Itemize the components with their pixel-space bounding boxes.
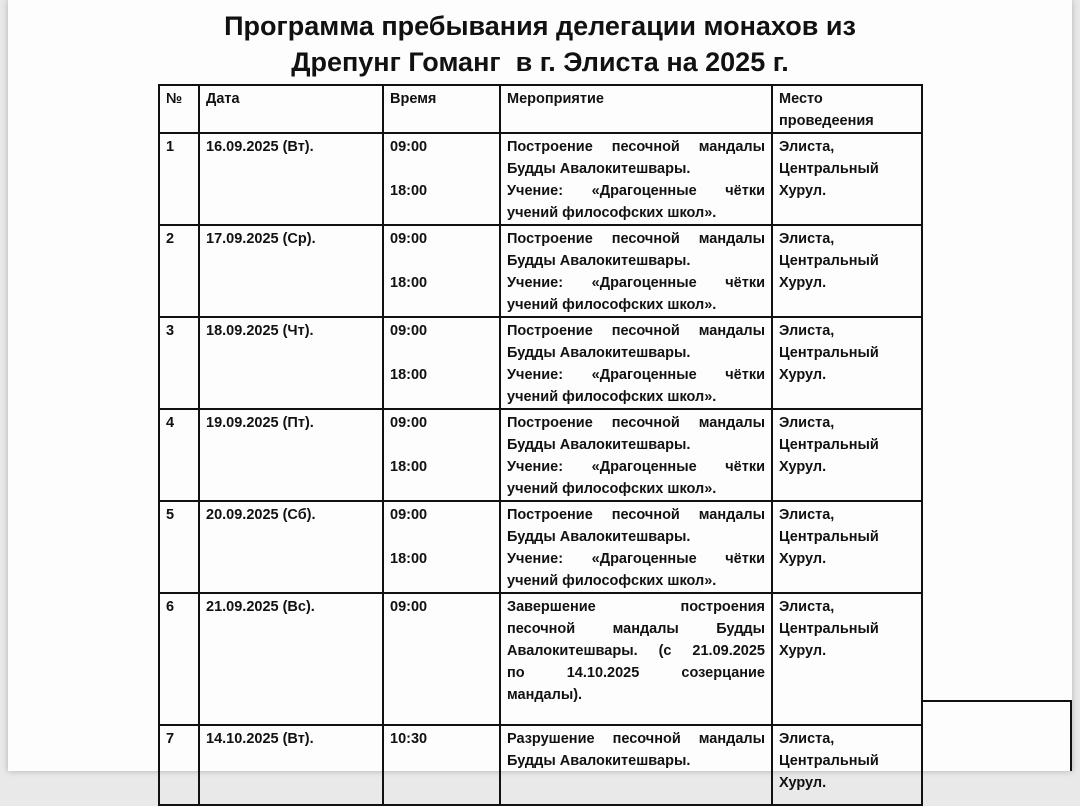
header-place-line-1: Место [779, 91, 823, 107]
row-event [500, 593, 772, 725]
time-second: 18:00 [390, 275, 428, 291]
row-time [383, 225, 500, 317]
table-row [159, 133, 922, 225]
row-event [500, 725, 772, 805]
row-place [772, 725, 922, 805]
event-line: учений философских школ». [507, 205, 717, 221]
place-line: Элиста, [779, 507, 835, 523]
place-line: Хурул. [779, 367, 827, 383]
event-line: учений философских школ». [507, 481, 717, 497]
table-row [159, 593, 922, 725]
time-second: 18:00 [390, 367, 428, 383]
row-place [772, 593, 922, 725]
place-line: Центральный [779, 437, 879, 453]
time-second: 18:00 [390, 183, 428, 199]
time-start: 09:00 [390, 231, 428, 247]
row-date: 19.09.2025 (Пт). [199, 409, 383, 501]
row-time [383, 133, 500, 225]
page-title [0, 8, 1080, 80]
place-line: Центральный [779, 161, 879, 177]
program-table [158, 84, 923, 806]
event-line: Будды Авалокитешвары. [507, 345, 691, 361]
place-line: Элиста, [779, 231, 835, 247]
row-event [500, 317, 772, 409]
extra-empty-cell [921, 700, 1072, 771]
row-date: 17.09.2025 (Ср). [199, 225, 383, 317]
event-line: Будды Авалокитешвары. [507, 437, 691, 453]
row-date: 21.09.2025 (Вс). [199, 593, 383, 725]
row-num: 2 [159, 225, 199, 317]
event-line: Построение песочной мандалы [507, 507, 765, 523]
row-place [772, 501, 922, 593]
row-time [383, 593, 500, 725]
event-line: Учение: «Драгоценные чётки [507, 459, 765, 475]
row-time [383, 409, 500, 501]
time-start: 10:30 [390, 731, 428, 747]
event-line: учений философских школ». [507, 297, 717, 313]
row-num: 5 [159, 501, 199, 593]
row-event [500, 133, 772, 225]
time-second: 18:00 [390, 459, 428, 475]
row-date: 14.10.2025 (Вт). [199, 725, 383, 805]
row-date: 16.09.2025 (Вт). [199, 133, 383, 225]
row-num: 4 [159, 409, 199, 501]
time-start: 09:00 [390, 599, 428, 615]
event-line: по 14.10.2025 созерцание [507, 665, 765, 681]
event-line: мандалы). [507, 687, 583, 703]
row-num: 3 [159, 317, 199, 409]
place-line: Хурул. [779, 183, 827, 199]
event-line: Будды Авалокитешвары. [507, 253, 691, 269]
header-num: № [159, 85, 199, 133]
event-line: песочной мандалы Будды [507, 621, 765, 637]
row-date: 18.09.2025 (Чт). [199, 317, 383, 409]
event-line: Построение песочной мандалы [507, 415, 765, 431]
place-line: Центральный [779, 621, 879, 637]
event-line: Будды Авалокитешвары. [507, 753, 691, 769]
place-line: Хурул. [779, 551, 827, 567]
time-start: 09:00 [390, 507, 428, 523]
row-num: 1 [159, 133, 199, 225]
row-time [383, 317, 500, 409]
time-start: 09:00 [390, 323, 428, 339]
row-time [383, 501, 500, 593]
table-row [159, 725, 922, 805]
place-line: Центральный [779, 253, 879, 269]
event-line: Построение песочной мандалы [507, 231, 765, 247]
place-line: Элиста, [779, 599, 835, 615]
header-time: Время [383, 85, 500, 133]
row-place [772, 409, 922, 501]
table-row [159, 501, 922, 593]
event-line: Построение песочной мандалы [507, 139, 765, 155]
table-row [159, 225, 922, 317]
event-line: Завершение построения [507, 599, 765, 615]
place-line: Центральный [779, 753, 879, 769]
event-line: Будды Авалокитешвары. [507, 161, 691, 177]
place-line: Элиста, [779, 323, 835, 339]
row-num: 7 [159, 725, 199, 805]
row-place [772, 317, 922, 409]
event-line: Будды Авалокитешвары. [507, 529, 691, 545]
row-date: 20.09.2025 (Сб). [199, 501, 383, 593]
event-line: учений философских школ». [507, 573, 717, 589]
title-line-2: Дрепунг Гоманг в г. Элиста на 2025 г. [291, 47, 789, 77]
row-place [772, 133, 922, 225]
row-num: 6 [159, 593, 199, 725]
row-event [500, 409, 772, 501]
place-line: Хурул. [779, 775, 827, 791]
event-line: Авалокитешвары. (с 21.09.2025 [507, 643, 765, 659]
row-time [383, 725, 500, 805]
time-start: 09:00 [390, 139, 428, 155]
header-date: Дата [199, 85, 383, 133]
table-header-row [159, 85, 922, 133]
place-line: Элиста, [779, 139, 835, 155]
title-line-1: Программа пребывания делегации монахов из [224, 11, 856, 41]
event-line: Учение: «Драгоценные чётки [507, 551, 765, 567]
row-event [500, 225, 772, 317]
place-line: Центральный [779, 345, 879, 361]
table-row [159, 409, 922, 501]
place-line: Центральный [779, 529, 879, 545]
event-line: Учение: «Драгоценные чётки [507, 275, 765, 291]
place-line: Хурул. [779, 459, 827, 475]
time-second: 18:00 [390, 551, 428, 567]
place-line: Хурул. [779, 643, 827, 659]
time-start: 09:00 [390, 415, 428, 431]
event-line: Разрушение песочной мандалы [507, 731, 765, 747]
row-event [500, 501, 772, 593]
event-line: учений философских школ». [507, 389, 717, 405]
place-line: Элиста, [779, 415, 835, 431]
place-line: Хурул. [779, 275, 827, 291]
header-event: Мероприятие [500, 85, 772, 133]
header-place [772, 85, 922, 133]
event-line: Построение песочной мандалы [507, 323, 765, 339]
place-line: Элиста, [779, 731, 835, 747]
event-line: Учение: «Драгоценные чётки [507, 183, 765, 199]
event-line: Учение: «Драгоценные чётки [507, 367, 765, 383]
header-place-line-2: проведеения [779, 113, 874, 129]
row-place [772, 225, 922, 317]
table-row [159, 317, 922, 409]
